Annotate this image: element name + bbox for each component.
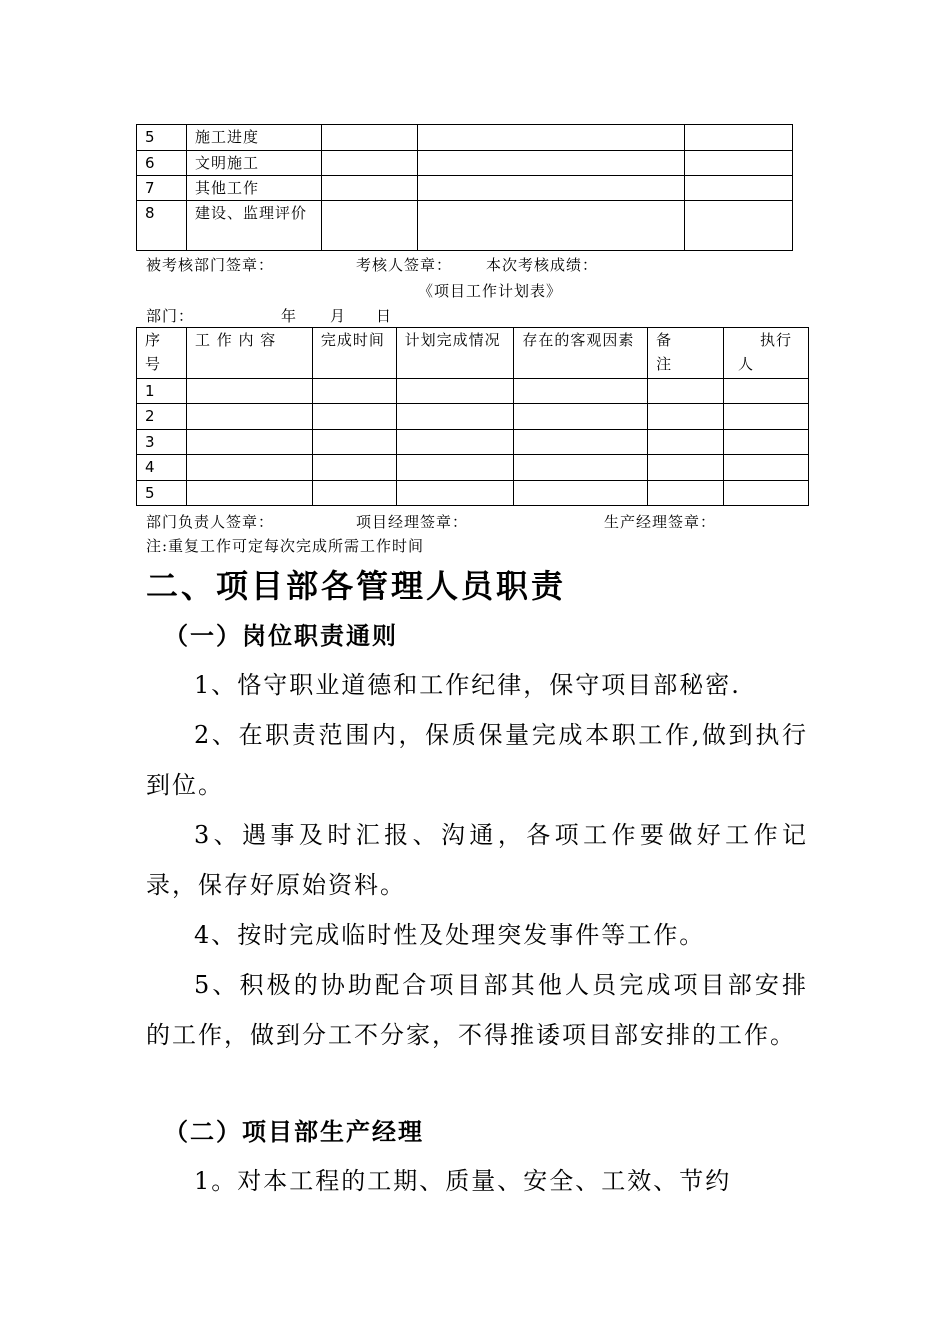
plan-table-title: 《项目工作计划表》	[418, 282, 563, 300]
assessed-dept-signature-label: 被考核部门签章：	[146, 256, 275, 274]
row-item: 施工进度	[186, 125, 321, 151]
day-label: 日	[376, 307, 393, 325]
header-content: 工 作 内 容	[186, 328, 312, 379]
month-label: 月	[330, 307, 347, 325]
row-item: 文明施工	[186, 151, 321, 176]
signature-line-1	[146, 253, 599, 277]
subsection-title-production-manager: （二）项目部生产经理	[164, 1118, 424, 1146]
paragraph: 3、遇事及时汇报、沟通，各项工作要做好工作记录，保存好原始资料。	[146, 821, 808, 899]
paragraph: 1。对本工程的工期、质量、安全、工效、节约	[194, 1167, 732, 1195]
table-row	[137, 379, 809, 404]
header-seq: 序号	[137, 328, 187, 379]
dept-date-line	[146, 304, 393, 328]
paragraph: 4、按时完成临时性及处理突发事件等工作。	[194, 921, 706, 949]
assessor-signature-label: 考核人签章：	[356, 256, 453, 274]
dept-label: 部门：	[146, 307, 195, 325]
year-label: 年	[281, 307, 298, 325]
paragraph: 1、恪守职业道德和工作纪律，保守项目部秘密.	[194, 671, 741, 699]
row-number: 5	[137, 125, 187, 151]
prod-manager-signature-label: 生产经理签章：	[604, 513, 717, 531]
table-row	[137, 455, 809, 481]
signature-line-2	[146, 510, 717, 534]
dept-head-signature-label: 部门负责人签章：	[146, 513, 275, 531]
last-paragraph-container	[146, 1156, 808, 1206]
table-row	[137, 430, 809, 455]
header-objective-factors: 存在的客观因素	[514, 328, 648, 379]
table-row	[137, 404, 809, 430]
table-row	[137, 201, 793, 251]
header-executor: 执行人	[724, 328, 809, 379]
table-row	[137, 176, 793, 201]
row-number: 6	[137, 151, 187, 176]
row-number: 1	[137, 379, 187, 404]
row-number: 3	[137, 430, 187, 455]
section-title: 二、项目部各管理人员职责	[146, 567, 567, 605]
pm-signature-label: 项目经理签章：	[356, 513, 469, 531]
table-row	[137, 125, 793, 151]
assessment-table	[136, 124, 793, 251]
duties-paragraphs	[146, 660, 808, 1060]
paragraph: 2、在职责范围内，保质保量完成本职工作,做到执行到位。	[146, 721, 808, 799]
score-label: 本次考核成绩：	[486, 256, 599, 274]
work-plan-table	[136, 327, 809, 506]
row-item: 建设、监理评价	[186, 201, 321, 251]
row-number: 8	[137, 201, 187, 251]
table-header-row	[137, 328, 809, 379]
header-plan-status: 计划完成情况	[396, 328, 514, 379]
row-number: 4	[137, 455, 187, 481]
header-finish-time: 完成时间	[312, 328, 396, 379]
header-remarks: 备注	[648, 328, 724, 379]
subsection-title-general: （一）岗位职责通则	[164, 622, 398, 650]
table-row	[137, 481, 809, 506]
row-number: 2	[137, 404, 187, 430]
row-item: 其他工作	[186, 176, 321, 201]
paragraph: 5、积极的协助配合项目部其他人员完成项目部安排的工作，做到分工不分家，不得推诿项目部安排的工作。	[146, 971, 808, 1049]
row-number: 7	[137, 176, 187, 201]
note: 注:重复工作可定每次完成所需工作时间	[146, 537, 425, 555]
row-number: 5	[137, 481, 187, 506]
table-row	[137, 151, 793, 176]
